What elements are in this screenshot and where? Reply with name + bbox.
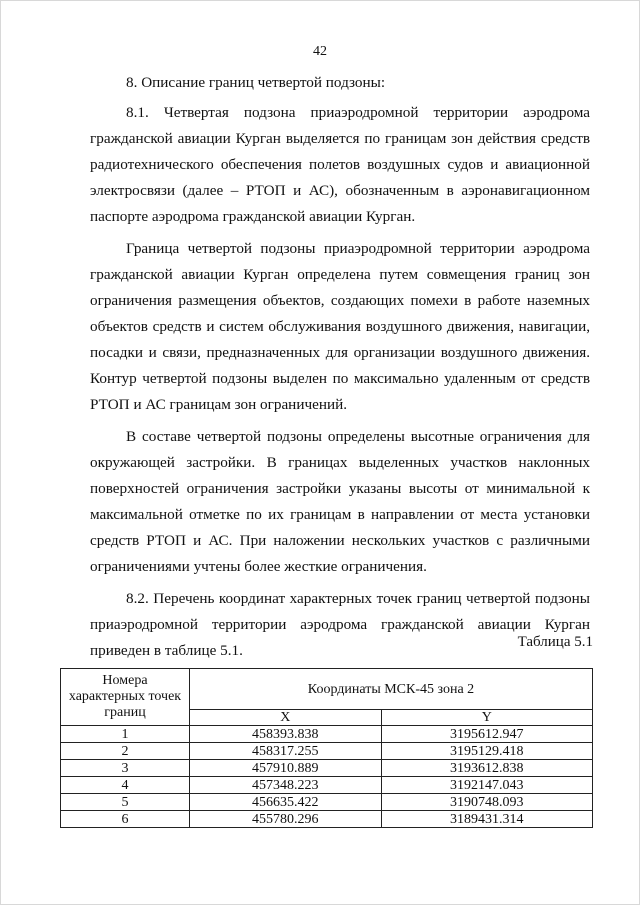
point-number-cell: 1 — [61, 726, 190, 743]
x-coordinate-cell: 456635.422 — [190, 794, 382, 811]
point-number-cell: 4 — [61, 777, 190, 794]
document-body — [90, 70, 590, 664]
point-number-cell: 2 — [61, 743, 190, 760]
x-coordinate-cell: 457910.889 — [190, 760, 382, 777]
point-number-cell: 3 — [61, 760, 190, 777]
points-header-line: характерных точек — [68, 689, 182, 704]
y-coordinate-cell: 3195612.947 — [381, 726, 592, 743]
table-row — [61, 743, 593, 760]
paragraph-boundary: Граница четвертой подзоны приаэродромной территории аэродрома гражданской авиации Курган определена путем совмещения границ зон ограничения размещения объектов, создающих помехи в работе наземных объектов средств и систем обслуживания воздушного движения, навигации, посадки и связи, предназначенных для организации воздушного движения. Контур четвертой подзоны выделен по максимально удаленным от средств РТОП и АС границам зон ограничений. — [90, 240, 590, 413]
x-coordinate-cell: 455780.296 — [190, 811, 382, 828]
y-coordinate-cell: 3195129.418 — [381, 743, 592, 760]
y-coordinate-cell: 3193612.838 — [381, 760, 592, 777]
table-row — [61, 794, 593, 811]
y-header: Y — [381, 710, 592, 726]
point-number-cell: 5 — [61, 794, 190, 811]
table-row — [61, 811, 593, 828]
points-header — [61, 669, 190, 726]
page-number: 42 — [313, 44, 327, 59]
table-row — [61, 726, 593, 743]
section-heading: 8. Описание границ четвертой подзоны: — [126, 74, 386, 91]
paragraph-8-2: 8.2. Перечень координат характерных точек границ четвертой подзоны приаэродромной территории аэродрома гражданской авиации Курган приведен в таблице 5.1. — [90, 590, 590, 659]
x-coordinate-cell: 458317.255 — [190, 743, 382, 760]
x-coordinate-cell: 458393.838 — [190, 726, 382, 743]
coordinates-table — [60, 668, 593, 828]
x-coordinate-cell: 457348.223 — [190, 777, 382, 794]
y-coordinate-cell: 3189431.314 — [381, 811, 592, 828]
points-header-line: Номера — [102, 673, 148, 688]
point-number-cell: 6 — [61, 811, 190, 828]
table-caption: Таблица 5.1 — [517, 634, 593, 650]
paragraph-height-limits: В составе четвертой подзоны определены высотные ограничения для окружающей застройки. В границах выделенных участков наклонных поверхностей ограничения застройки указаны высоты от минимальной к максимальной отметке по их границам в направлении от места установки средств РТОП и АС. При наложении нескольких участков с различными ограничениями учтены более жесткие ограничения. — [90, 428, 590, 575]
paragraph-8-1: 8.1. Четвертая подзона приаэродромной территории аэродрома гражданской авиации Курган выделяется по границам зон действия средств радиотехнического обеспечения полетов воздушных судов и авиационной электросвязи (далее – РТОП и АС), обозначенным в аэронавигационном паспорте аэродрома гражданской авиации Курган. — [90, 104, 590, 225]
coords-header: Координаты МСК-45 зона 2 — [190, 669, 593, 710]
y-coordinate-cell: 3192147.043 — [381, 777, 592, 794]
y-coordinate-cell: 3190748.093 — [381, 794, 592, 811]
table-row — [61, 760, 593, 777]
table-row — [61, 777, 593, 794]
points-header-line: границ — [104, 705, 146, 720]
x-header: X — [190, 710, 382, 726]
